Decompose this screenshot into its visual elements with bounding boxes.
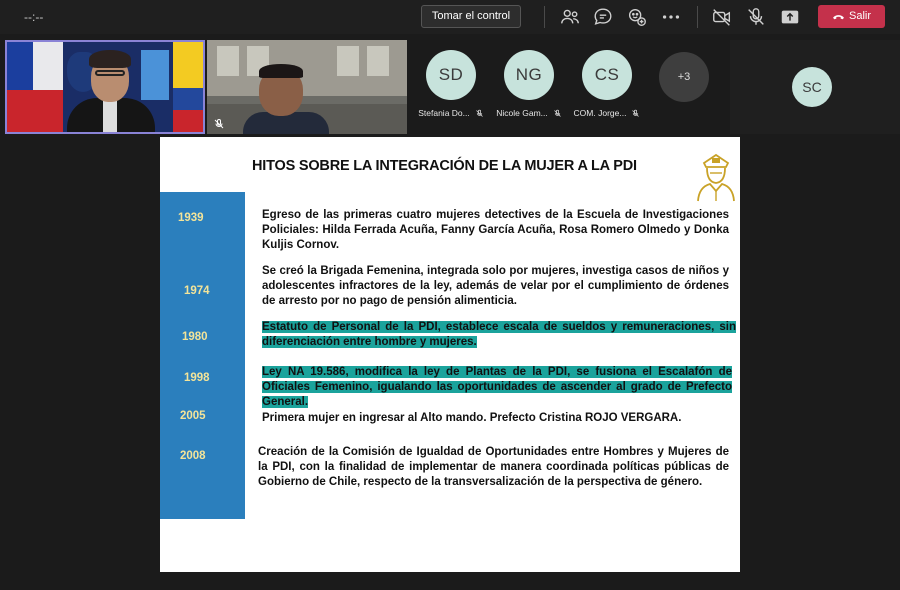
avatar: SD — [426, 50, 476, 100]
leave-label: Salir — [848, 10, 871, 22]
take-control-button[interactable]: Tomar el control — [421, 5, 521, 28]
milestone-text — [262, 320, 736, 350]
mic-off-icon[interactable] — [745, 6, 767, 28]
milestone-year: 1939 — [178, 212, 204, 224]
mic-off-icon — [475, 109, 484, 118]
video-tile-participant[interactable] — [207, 40, 407, 134]
milestone-text: Primera mujer en ingresar al Alto mando. Prefecto Cristina ROJO VERGARA. — [262, 412, 682, 424]
toolbar-divider — [697, 6, 698, 28]
milestone-year: 1974 — [184, 285, 210, 297]
meeting-toolbar — [0, 0, 900, 34]
milestone-year: 2008 — [180, 450, 206, 462]
milestone-text: Se creó la Brigada Femenina, integrada solo por mujeres, investiga casos de niños y adolescentes infractores de la ley, además de velar por el cumplimiento de órdenes de arresto por no pago de pensión alimenticia. — [262, 265, 729, 307]
toolbar-divider — [544, 6, 545, 28]
participant-tile[interactable] — [416, 50, 486, 118]
chat-icon[interactable] — [592, 6, 614, 28]
colombia-flag — [173, 42, 203, 88]
avatar: NG — [504, 50, 554, 100]
milestone-text — [262, 365, 732, 410]
participant-name: Nicole Gam... — [496, 108, 548, 118]
highlighted-text: Estatuto de Personal de la PDI, establece escala de sueldos y remuneraciones, sin diferenciación entre hombre y mujeres. — [262, 321, 736, 348]
participant-name: Stefania Do... — [418, 108, 470, 118]
more-options-icon[interactable] — [660, 6, 682, 28]
timeline-year-bar — [160, 192, 245, 519]
avatar: SC — [792, 67, 832, 107]
mic-off-icon — [631, 109, 640, 118]
participant-tile[interactable] — [572, 50, 642, 118]
shared-slide — [160, 137, 740, 572]
leave-button[interactable] — [818, 5, 885, 28]
police-officer-icon — [694, 149, 738, 203]
milestone-year: 1998 — [184, 372, 210, 384]
mic-off-icon — [213, 118, 225, 130]
chile-flag — [7, 42, 33, 90]
milestone-year: 2005 — [180, 410, 206, 422]
un-flag — [141, 50, 169, 100]
video-tile-speaker[interactable] — [5, 40, 205, 134]
highlighted-text: Ley NA 19.586, modifica la ley de Plantas de la PDI, se fusiona el Escalafón de Oficiales Femenino, igualando las oportunidades de ascender al grado de Prefecto General. — [262, 366, 732, 408]
participants-icon[interactable] — [559, 6, 581, 28]
reactions-icon[interactable] — [626, 6, 648, 28]
milestone-year: 1980 — [182, 331, 208, 343]
hang-up-icon — [832, 12, 845, 21]
meeting-timer: --:-- — [24, 10, 44, 24]
camera-off-icon[interactable] — [711, 6, 733, 28]
participant-tile[interactable] — [494, 50, 564, 118]
mic-off-icon — [553, 109, 562, 118]
milestone-text: Egreso de las primeras cuatro mujeres detectives de la Escuela de Investigaciones Policiales: Hilda Ferrada Acuña, Fanny García Acuña, Rosa Romero Olmedo y Donka Kuljis Cornov. — [262, 209, 729, 251]
milestone-text: Creación de la Comisión de Igualdad de Oportunidades entre Hombres y Mujeres de la PDI, con la finalidad de implementar de manera coordinada políticas públicas de Gobierno de Chile, respecto de la transversalización de la perspectiva de género. — [258, 446, 729, 488]
avatar: CS — [582, 50, 632, 100]
share-screen-icon[interactable] — [779, 6, 801, 28]
self-view-panel[interactable] — [730, 40, 900, 134]
participant-name: COM. Jorge... — [573, 108, 627, 118]
slide-title: HITOS SOBRE LA INTEGRACIÓN DE LA MUJER A LA PDI — [252, 158, 637, 174]
more-participants-button[interactable]: +3 — [659, 52, 709, 102]
